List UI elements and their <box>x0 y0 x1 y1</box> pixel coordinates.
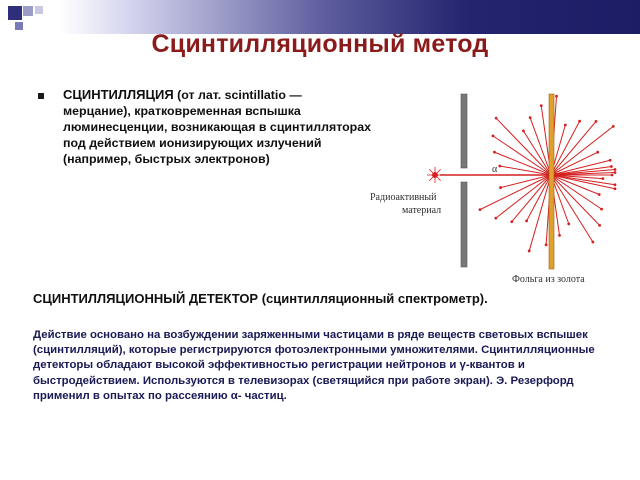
ray-tip <box>568 223 570 225</box>
scattered-ray <box>551 121 596 175</box>
ray-tip <box>540 105 542 107</box>
gold-foil <box>549 94 554 269</box>
ray-tip <box>592 241 594 243</box>
ray-tip <box>609 159 611 161</box>
foil-label: Фольга из золота <box>512 274 585 285</box>
ray-tip <box>614 184 616 186</box>
decor-square <box>8 6 22 20</box>
ray-tip <box>579 120 581 122</box>
ray-tip <box>614 169 616 171</box>
ray-tip <box>595 120 597 122</box>
ray-tip <box>479 209 481 211</box>
ray-tip <box>495 217 497 219</box>
definition-term: СЦИНТИЛЛЯЦИЯ <box>63 87 174 102</box>
source-label-line2: материал <box>402 205 442 216</box>
ray-tip <box>495 117 497 119</box>
bullet-marker <box>38 93 44 99</box>
ray-tip <box>611 166 613 168</box>
definition-text <box>63 87 373 167</box>
alpha-label: α <box>492 164 498 175</box>
slide-title: Сцинтилляционный метод <box>151 30 489 58</box>
ray-tip <box>526 220 528 222</box>
radioactive-source <box>432 172 438 178</box>
ray-tip <box>499 165 501 167</box>
collimator-plate-upper <box>461 94 467 168</box>
source-spark <box>429 177 433 181</box>
collimator-plate-lower <box>461 182 467 267</box>
ray-tip <box>614 188 616 190</box>
scattered-ray <box>529 175 551 251</box>
ray-tip <box>556 95 558 97</box>
scattered-ray <box>512 175 551 222</box>
ray-tip <box>494 151 496 153</box>
header-band <box>0 0 640 34</box>
source-spark <box>437 177 441 181</box>
detector-description: Действие основано на возбуждении заряженными частицами в ряде веществ световых вспышек (сцинтилляций), которые регистрируются фотоэлектронными умножителями. Сцинтилляционные детекторы обладают высокой эффективностью регистрации нейтронов и γ-квантов и быстродействием. Используются в телевизорах (светящийся при работе экран). Э. Резерфорд применил в опытах по рассеянию α- частиц. <box>33 329 595 402</box>
ray-tip <box>492 135 494 137</box>
scattered-ray <box>551 175 615 185</box>
source-label-line1: Радиоактивный <box>370 192 437 203</box>
rutherford-scattering-diagram <box>360 82 620 287</box>
ray-tip <box>611 174 613 176</box>
decor-square <box>23 6 33 16</box>
scattered-ray <box>527 175 551 221</box>
ray-tip <box>500 187 502 189</box>
definition-body: (от лат. scintillatio — мерцание), кратковременная вспышка люминесценции, возникающая в сцинтилляторах под действием ионизирующих излучений (например, быстрых электронов) <box>63 88 372 166</box>
ray-tip <box>599 224 601 226</box>
source-spark <box>437 169 441 173</box>
detector-heading: СЦИНТИЛЛЯЦИОННЫЙ ДЕТЕКТОР (сцинтилляционный спектрометр). <box>33 291 488 306</box>
scattered-ray <box>551 121 580 175</box>
ray-tip <box>602 178 604 180</box>
ray-tip <box>529 117 531 119</box>
scattered-rays <box>479 95 616 252</box>
ray-tip <box>559 235 561 237</box>
ray-tip <box>612 125 614 127</box>
ray-tip <box>523 130 525 132</box>
source-spark <box>429 169 433 173</box>
ray-tip <box>598 194 600 196</box>
scattered-ray <box>551 175 593 242</box>
scattered-ray <box>551 175 600 225</box>
ray-tip <box>601 208 603 210</box>
decor-square <box>35 6 43 14</box>
ray-tip <box>528 250 530 252</box>
ray-tip <box>614 172 616 174</box>
scattered-ray <box>480 175 551 210</box>
ray-tip <box>545 244 547 246</box>
ray-tip <box>511 221 513 223</box>
ray-tip <box>564 124 566 126</box>
decor-square <box>15 22 23 30</box>
ray-tip <box>597 151 599 153</box>
